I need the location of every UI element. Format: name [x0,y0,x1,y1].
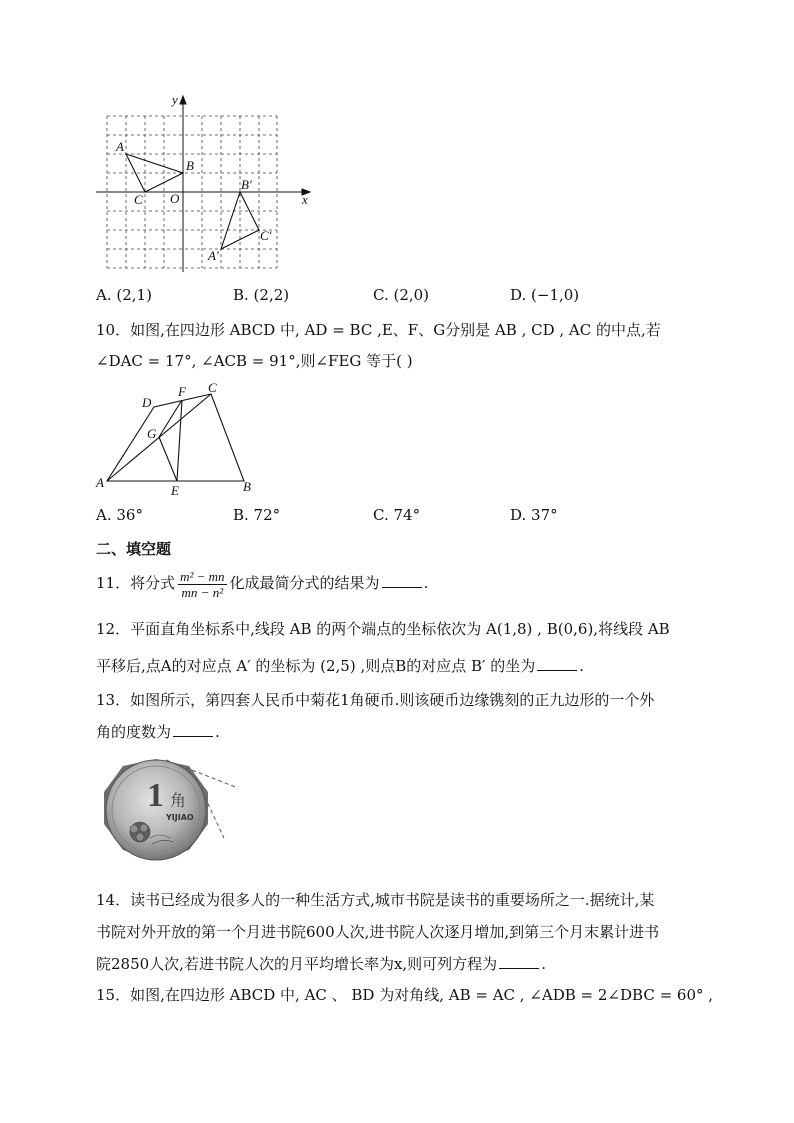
q12-line-1: 12．平面直角坐标系中,线段 AB 的两个端点的坐标依次为 A(1,8) , B(0,6),将线段 AB [96,620,670,638]
q12-end: . [579,657,585,675]
q11-prefix: 11．将分式 [96,574,176,592]
segment-ef [177,400,182,481]
q13-answer-blank[interactable] [173,722,213,737]
q11-fraction [178,569,226,600]
q9-option-c: C. (2,0) [373,286,430,304]
midpoint-e-label: E [171,483,179,498]
q11-line [96,566,428,600]
q12-answer-blank[interactable] [537,656,577,671]
q15-line-1: 15．如图,在四边形 ABCD 中, AC 、 BD 为对角线, AB = AC , ∠ADB = 2∠DBC = 60° , [96,986,714,1004]
q13-end: . [215,723,220,741]
point-c1-label: C′ [260,228,272,243]
q10-line-2: ∠DAC = 17°, ∠ACB = 91°,则∠FEG 等于( ) [96,352,413,370]
q14-line-1: 14．读书已经成为很多人的一种生活方式,城市书院是读书的重要场所之一.据统计,某 [96,891,655,909]
point-a-label: A [116,139,124,154]
q13-line-1: 13．如图所示，第四套人民币中菊花1角硬币.则该硬币边缘镌刻的正九边形的一个外 [96,691,655,709]
q11-denominator: mn − n² [181,584,224,600]
vertex-b-label: B [243,479,251,494]
q14-end: . [541,955,546,973]
q12-line-2-text: 平移后,点A的对应点 A′ 的坐标为 (2,5) ,则点B的对应点 B′ 的坐为 [96,657,536,675]
x-axis-label: x [302,192,308,207]
q11-suffix: 化成最简分式的结果为 [229,574,380,592]
q11-numerator: m² − mn [180,568,225,584]
y-axis-label: y [172,92,178,107]
q13-line-2-text: 角的度数为 [96,723,172,741]
q10-option-b: B. 72° [233,506,281,524]
coin-char: 角 [170,791,187,810]
point-b1-label: B′ [241,177,252,192]
q9-option-a: A. (2,1) [96,286,152,304]
coin-image [92,752,242,872]
q10-quadrilateral-figure [92,380,262,500]
coin-numeral: 1 [147,777,164,814]
coin-pinyin: YIJIAO [166,813,194,822]
q9-coordinate-figure [92,90,322,275]
axes [96,96,310,272]
point-a1-label: A′ [208,248,219,263]
q10-option-d: D. 37° [510,506,558,524]
midpoint-g-label: G [147,426,157,441]
q9-option-b: B. (2,2) [233,286,290,304]
vertex-a-label: A [96,475,104,490]
segment-eg [159,437,177,481]
point-b-label: B [186,158,194,173]
q11-end: . [423,574,429,592]
q11-answer-blank[interactable] [382,573,422,588]
q10-option-c: C. 74° [373,506,421,524]
q14-line-2: 书院对外开放的第一个月进书院600人次,进书院人次逐月增加,到第三个月末累计进书 [96,923,660,941]
midpoint-f-label: F [178,384,186,399]
q10-option-a: A. 36° [96,506,143,524]
q12-line-2 [96,656,584,676]
point-c-label: C [134,192,143,207]
q9-option-d: D. (−1,0) [510,286,580,304]
q13-line-2 [96,722,220,742]
q14-line-3-text: 院2850人次,若进书院人次的月平均增长率为x,则可列方程为 [96,955,498,973]
q14-line-3 [96,954,546,974]
quadrilateral-abcd [107,394,244,481]
vertex-c-label: C [208,380,217,395]
vertex-d-label: D [142,395,152,410]
section-2-title: 二、填空题 [96,540,172,558]
q10-line-1: 10．如图,在四边形 ABCD 中, AD = BC ,E、F、G分别是 AB , CD , AC 的中点,若 [96,321,661,339]
origin-label: O [170,191,180,206]
q14-answer-blank[interactable] [499,954,539,969]
